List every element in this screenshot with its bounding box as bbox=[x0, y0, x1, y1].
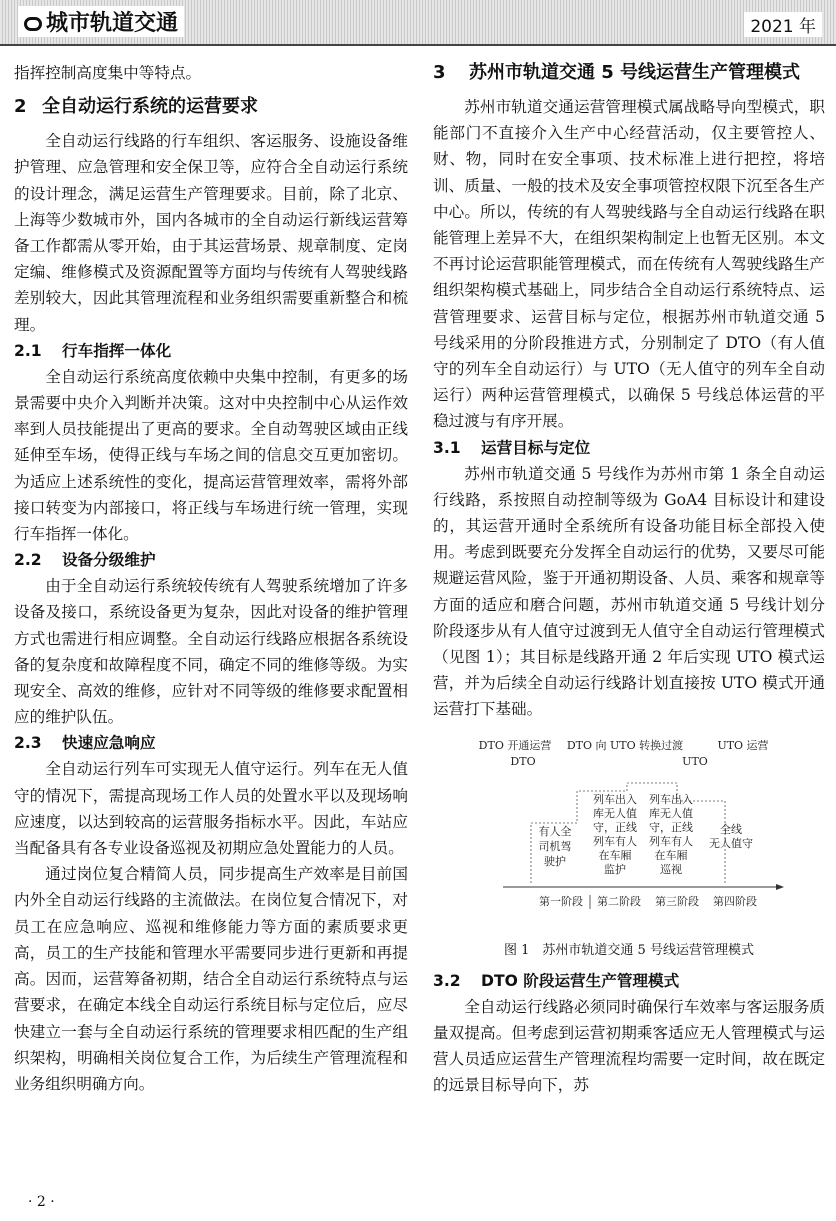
fig-top-label-uto: UTO bbox=[682, 754, 708, 768]
fig-top-label-dto: DTO bbox=[510, 754, 536, 768]
svg-text:有人全: 有人全 bbox=[538, 824, 572, 838]
svg-text:列车出入: 列车出入 bbox=[593, 792, 637, 806]
svg-text:列车出入: 列车出入 bbox=[649, 792, 693, 806]
figure-1-caption: 图 1 苏州市轨道交通 5 号线运营管理模式 bbox=[504, 942, 754, 958]
section-2-3-paragraph-2: 通过岗位复合精简人员，同步提高生产效率是目前国内外全自动运行线路的主流做法。在岗位复合情况下，对员工在应急响应、巡视和维修能力等方面的素质要求更高，员工的生产技能和管理水平需要同步进行更新和再提高。因而，运营筹备初期，结合全自动运行系统特点与运营要求，在确定本线全自动运行系统目标与定位后，应尽快建立一套与全自动运行系统的管理要求相匹配的生产组织架构，明确相关岗位复合工作，为后续生产管理流程和业务组织明确方向。 bbox=[14, 865, 408, 1093]
section-2-heading: 2 全自动运行系统的运营要求 bbox=[14, 96, 258, 118]
fig-stage-2: 第二阶段 bbox=[597, 894, 641, 908]
journal-logo-icon bbox=[24, 17, 42, 31]
svg-text:列车有人: 列车有人 bbox=[593, 834, 637, 848]
svg-text:监护: 监护 bbox=[604, 862, 626, 876]
section-2-1-paragraph: 全自动运行系统高度依赖中央集中控制，有更多的场景需要中央介入判断并决策。这对中央控制中心从运作效率到人员技能提出了更高的要求。全自动驾驶区域由正线延伸至车场，使得正线与车场之间的信息交互更加密切。为适应上述系统性的变化，提高运营管理效率，需将外部接口转变为内部接口，将正线与车场进行统一管理，实现行车指挥一体化。 bbox=[14, 367, 408, 544]
svg-text:守，正线: 守，正线 bbox=[593, 820, 637, 834]
fig-top-label-2: DTO 向 UTO 转换过渡 bbox=[566, 738, 684, 752]
svg-text:守，正线: 守，正线 bbox=[649, 820, 693, 834]
journal-header bbox=[0, 0, 836, 46]
section-2-2-paragraph: 由于全自动运行系统较传统有人驾驶系统增加了许多设备及接口，系统设备更为复杂，因此对设备的维护管理方式也需进行相应调整。全自动运行线路应根据各系统设备的复杂度和故障程度不同，确定不同的维修等级。为实现安全、高效的维修，应针对不同等级的维修要求配置相应的维护队伍。 bbox=[14, 577, 408, 727]
journal-title: 城市轨道交通 bbox=[18, 6, 184, 37]
fig-stage-4: 第四阶段 bbox=[713, 894, 757, 908]
section-3-2-heading: 3.2 DTO 阶段运营生产管理模式 bbox=[433, 971, 680, 990]
figure-1-diagram bbox=[433, 733, 825, 933]
svg-text:库无人值: 库无人值 bbox=[593, 806, 637, 820]
fig-stage-1: 第一阶段 bbox=[539, 894, 583, 908]
section-2-paragraph: 全自动运行线路的行车组织、客运服务、设施设备维护管理、应急管理和安全保卫等，应符合全自动运行系统的设计理念，满足运营生产管理要求。目前，除了北京、上海等少数城市外，国内各城市的全自动运行新线运营筹备工作都需从零开始，由于其运营场景、规章制度、定岗定编、维修模式及资源配置等方面均与传统有人驾驶线路差别较大，因此其管理流程和业务组织需要重新整合和梳理。 bbox=[14, 132, 408, 334]
svg-text:巡视: 巡视 bbox=[660, 862, 682, 876]
fig-stage-3: 第三阶段 bbox=[655, 894, 699, 908]
section-3-heading: 3 苏州市轨道交通 5 号线运营生产管理模式 bbox=[433, 62, 801, 83]
svg-text:在车厢: 在车厢 bbox=[598, 848, 632, 862]
journal-year: 2021 年 bbox=[744, 12, 822, 37]
fig-top-label-3: UTO 运营 bbox=[717, 738, 769, 752]
svg-text:在车厢: 在车厢 bbox=[654, 848, 688, 862]
fig-top-label-1: DTO 开通运营 bbox=[478, 738, 552, 752]
svg-text:列车有人: 列车有人 bbox=[649, 834, 693, 848]
fig-box-4 bbox=[709, 822, 753, 850]
svg-text:库无人值: 库无人值 bbox=[649, 806, 693, 820]
page-number: · 2 · bbox=[28, 1194, 55, 1210]
section-3-1-heading: 3.1 运营目标与定位 bbox=[433, 438, 591, 457]
right-column bbox=[433, 60, 825, 1098]
intro-paragraph: 指挥控制高度集中等特点。 bbox=[14, 64, 202, 82]
section-3-2-paragraph: 全自动运行线路必须同时确保行车效率与客运服务质量双提高。但考虑到运营初期乘客适应无人管理模式与运营人员适应运营生产管理流程均需要一定时间，故在既定的远景目标导向下，苏 bbox=[433, 997, 825, 1095]
svg-text:司机驾: 司机驾 bbox=[538, 839, 572, 853]
section-2-3-heading: 2.3 快速应急响应 bbox=[14, 734, 156, 753]
section-3-paragraph: 苏州市轨道交通运营管理模式属战略导向型模式，职能部门不直接介入生产中心经营活动，仅主要管控人、财、物，同时在安全事项、技术标准上进行把控，将培训、质量、一般的技术及安全事项管控权限下沉至各生产中心。所以，传统的有人驾驶线路与全自动运行线路在职能管理上差异不大，在组织架构制定上也暂无区别。本文不再讨论运营职能管理模式，而在传统有人驾驶线路生产组织架构模式基础上，同步结合全自动运行系统特点、运营管理要求、运营目标与定位，根据苏州市轨道交通 5 号线采用的分阶段推进方式，分别制定了 DTO（有人值守的列车全自动运行）与 UTO（无人值守的列车全自动运行）两种运营管理模式，以确保 5 号线总体运营的平稳过渡与有序开展。 bbox=[433, 98, 825, 431]
svg-text:驶护: 驶护 bbox=[544, 854, 566, 868]
figure-1 bbox=[433, 733, 825, 933]
svg-text:无人值守: 无人值守 bbox=[709, 836, 753, 850]
left-column bbox=[14, 60, 408, 1097]
section-2-3-paragraph-1: 全自动运行列车可实现无人值守运行。列车在无人值守的情况下，需提高现场工作人员的处置水平以及现场响应速度，以达到较高的运营服务指标水平。因此，车站应当配备具有各专业设备巡视及初期应急处置能力的人员。 bbox=[14, 760, 408, 858]
section-2-1-heading: 2.1 行车指挥一体化 bbox=[14, 341, 172, 360]
fig-box-2 bbox=[593, 792, 637, 876]
fig-box-3 bbox=[649, 792, 693, 876]
fig-box-1 bbox=[539, 824, 572, 868]
svg-text:全线: 全线 bbox=[720, 822, 742, 836]
section-3-1-paragraph: 苏州市轨道交通 5 号线作为苏州市第 1 条全自动运行线路，系按照自动控制等级为 GoA4 目标设计和建设的，其运营开通时全系统所有设备功能目标全部投入使用。考虑到既要充分发挥全自动运行的优势，又要尽可能规避运营风险，鉴于开通初期设备、人员、乘客和规章等方面的适应和磨合问题，苏州市轨道交通 5 号线计划分阶段逐步从有人值守过渡到无人值守全自动运行管理模式（见图 1）；其目标是线路开通 2 年后实现 UTO 模式运营，并为后续全自动运行线路计划直接按 UTO 模式开通运营打下基础。 bbox=[433, 464, 825, 719]
section-2-2-heading: 2.2 设备分级维护 bbox=[14, 551, 156, 570]
